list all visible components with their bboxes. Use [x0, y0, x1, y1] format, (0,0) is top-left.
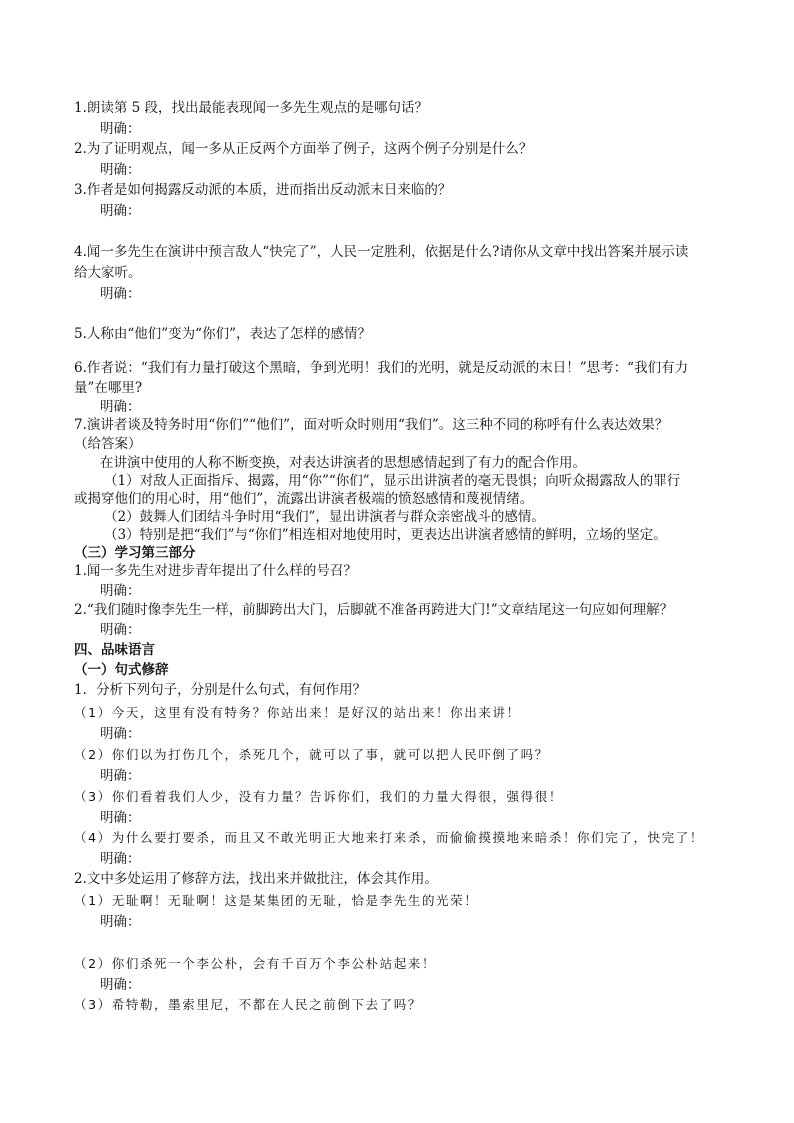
answer-label: 明确：: [100, 286, 141, 302]
exercise-2: 2.文中多处运用了修辞方法，找出来并做批注，体会其作用。: [74, 871, 438, 887]
rhetoric-sentence-3: （3）希特勒，墨索里尼，不都在人民之前倒下去了吗？: [74, 997, 422, 1012]
question-4: 4.闻一多先生在演讲中预言敌人“快完了”，人民一定胜利，依据是什么?请你从文章中找出答案并展示读: [74, 244, 689, 260]
question-1: 1.朗读第 5 段，找出最能表现闻一多先生观点的是哪句话？: [74, 100, 429, 116]
section-heading: （三）学习第三部分: [74, 545, 196, 561]
example-sentence-3: （3）你们看着我们人少，没有力量？告诉你们，我们的力量大得很，强得很！: [74, 789, 563, 804]
answer-label: 明确：: [100, 810, 141, 826]
rhetoric-sentence-1: （1）无耻啊！无耻啊！这是某集团的无耻，恰是李先生的光荣！: [74, 893, 479, 908]
question-4-continued: 给大家听。: [74, 265, 142, 281]
answer-paragraph: 在讲演中使用的人称不断变换，对表达讲演者的思想感情起到了有力的配合作用。: [100, 455, 586, 471]
rhetoric-sentence-2: （2）你们杀死一个李公朴，会有千百万个李公朴站起来！: [74, 956, 437, 971]
answer-label: 明确：: [100, 726, 141, 742]
example-sentence-4: （4）为什么要打要杀，而且又不敢光明正大地来打来杀，而偷偷摸摸地来暗杀！你们完了，快完了！: [74, 830, 704, 845]
exercise-1: 1．分析下列句子，分别是什么句式，有何作用？: [74, 682, 367, 698]
answer-label: 明确：: [100, 162, 141, 178]
question-part3-2: 2.“我们随时像李先生一样，前脚跨出大门，后脚就不准备再跨进大门!”文章结尾这一句应如何理解？: [74, 602, 674, 618]
answer-label: 明确：: [100, 622, 141, 638]
question-5: 5.人称由“他们”变为“你们”，表达了怎样的感情？: [74, 326, 371, 342]
question-part3-1: 1.闻一多先生对进步青年提出了什么样的号召？: [74, 563, 357, 579]
question-7-note: （给答案）: [74, 436, 142, 452]
question-6: 6.作者说：“我们有力量打破这个黑暗，争到光明！我们的光明，就是反动派的末日！”思考：“我们有力: [74, 360, 689, 376]
answer-point-1: （1）对敌人正面指斥、揭露，用“你”“你们”，显示出讲演者的毫无畏惧；向听众揭露敌人的罪行: [104, 473, 681, 489]
example-sentence-1: （1）今天，这里有没有特务？你站出来！是好汉的站出来！你出来讲！: [74, 705, 521, 720]
question-2: 2.为了证明观点，闻一多从正反两个方面举了例子，这两个例子分别是什么？: [74, 141, 533, 157]
answer-label: 明确：: [100, 977, 141, 993]
question-3: 3.作者是如何揭露反动派的本质，进而指出反动派末日来临的？: [74, 182, 452, 198]
answer-point-3: （3）特别是把“我们”与“你们”相连相对地使用时，更表达出讲演者感情的鲜明，立场的坚定。: [104, 527, 667, 543]
answer-point-1-continued: 或揭穿他们的用心时，用“他们”，流露出讲演者极端的愤怒感情和蔑视情绪。: [74, 491, 534, 507]
example-sentence-2: （2）你们以为打伤几个，杀死几个，就可以了事，就可以把人民吓倒了吗？: [74, 747, 549, 762]
answer-label: 明确：: [100, 851, 141, 867]
subsection-heading: （一）句式修辞: [74, 662, 169, 678]
section-heading: 四、品味语言: [74, 642, 155, 658]
answer-label: 明确：: [100, 768, 141, 784]
answer-label: 明确：: [100, 399, 141, 415]
answer-label: 明确：: [100, 203, 141, 219]
answer-label: 明确：: [100, 121, 141, 137]
question-7: 7.演讲者谈及特务时用“你们”“他们”，面对听众时则用“我们”。这三种不同的称呼有什么表达效果？: [74, 417, 669, 433]
answer-point-2: （2）鼓舞人们团结斗争时用“我们”，显出讲演者与群众亲密战斗的感情。: [104, 509, 545, 525]
answer-label: 明确：: [100, 914, 141, 930]
answer-label: 明确：: [100, 583, 141, 599]
question-6-continued: 量”在哪里?: [74, 380, 143, 396]
